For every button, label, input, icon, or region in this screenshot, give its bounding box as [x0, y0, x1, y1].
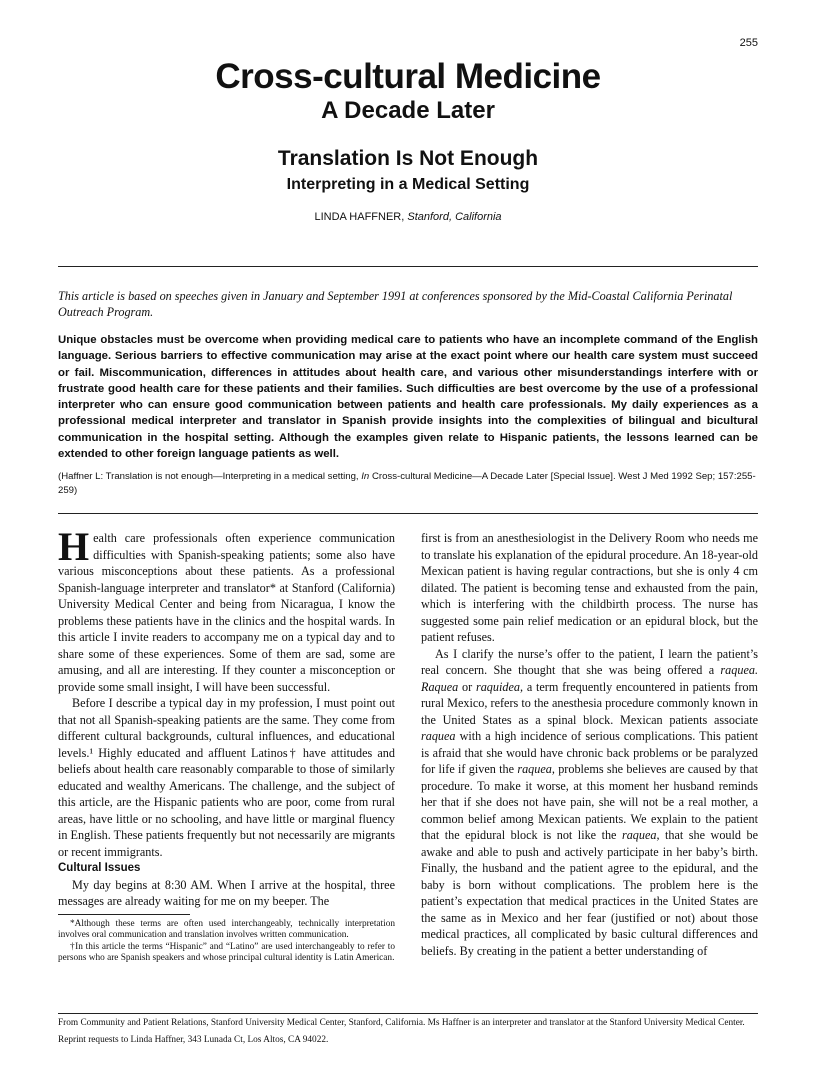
term-raquidea: raquidea,	[475, 679, 524, 694]
term-raquea-5: raquea,	[621, 828, 660, 842]
citation-part-1: (Haffner L: Translation is not enough—Interpreting in a medical setting,	[58, 471, 362, 482]
p5-text-c: with a high incidence of serious complications. This patient is afraid that she would have chronic back problems or be paralyzed for life if given the	[421, 729, 758, 776]
p5-text-e: that she would be awake and able to push and actively participate in her baby’s birth. Finally, the husband and the patient agree to the epidural, and the baby is born without complications. The problem here is the patient’s expectation that medical practices in the United States are the same as in Mexico and her fear (justified or not) about those medical practices, all complicated by basic cultural differences and beliefs. By creating in the patient a better understanding of	[421, 828, 758, 958]
term-raquea-3: raquea	[421, 729, 456, 743]
paragraph-3: My day begins at 8:30 AM. When I arrive at the hospital, three messages are already waiting for me on my beeper. The	[58, 877, 395, 908]
term-raquea: raquea.	[720, 663, 758, 677]
abstract-rule	[58, 513, 758, 514]
article-title: Translation Is Not Enough	[277, 147, 539, 170]
series-title: Cross-cultural Medicine	[215, 57, 601, 96]
paragraph-4: first is from an anesthesiologist in the Delivery Room who needs me to translate his explanation of the epidural procedure. An 18-year-old Mexican patient is having regular contractions, but she is only 4 cm dilated. The patient is becoming tense and exhausted from the pain, which is interfering with the childbirth process. The nurse has suggested some pain relief medication or an epidural block, but the patient refuses.	[421, 531, 758, 644]
footnote-2: †In this article the terms “Hispanic” and “Latino” are used interchangeably to refer to persons who are Spanish speakers and whose principal cultural identity is Latin American.	[58, 942, 395, 963]
footer	[58, 1018, 758, 1051]
left-column	[58, 524, 395, 910]
header-rule	[58, 266, 758, 267]
author-line	[0, 210, 816, 224]
abstract: Unique obstacles must be overcome when providing medical care to patients who have an incomplete command of the English language. Serious barriers to effective communication may arise at the exact point where our health care system must succeed or fail. Miscommunication, differences in attitudes about health care, and various other misunderstandings interfere with or frustrate good health care for these patients and their families. Such difficulties are best overcome by the use of a professional interpreter who can ensure good communication between patients and health care professionals. My daily experiences as a professional medical interpreter and translator in Spanish provide insights into the complexities of bilingual and bicultural communication in the hospital setting. Although the examples given relate to Hispanic patients, the lessons learned can be extended to other foreign language patients as well.	[58, 334, 758, 461]
author-location: Stanford, California	[407, 211, 502, 223]
paragraph-1	[58, 524, 395, 695]
section-heading: Cultural Issues	[58, 862, 141, 874]
drop-cap: H	[58, 524, 90, 569]
page-number: 255	[739, 37, 758, 49]
citation	[58, 470, 758, 497]
p5-text-b: a term frequently encountered in patients from rural Mexico, refers to the anesthesia procedure commonly known in the United States as a spinal block. Mexican patients associate	[421, 679, 758, 727]
term-raquea-4: raquea,	[517, 762, 555, 776]
article-subtitle: Interpreting in a Medical Setting	[286, 176, 530, 193]
p5-or: or	[458, 679, 476, 694]
footnote-rule	[58, 914, 190, 915]
paragraph-5	[421, 646, 758, 960]
author-name: LINDA HAFFNER,	[314, 211, 405, 223]
paragraph-2: Before I describe a typical day in my profession, I must point out that not all Spanish-speaking patients are the same. They come from different cultural backgrounds, cultural influences, and educational levels.¹ Highly educated and affluent Latinos† have attitudes and beliefs about health care reasonably comparable to those of similarly educated and wealthy Americans. The challenge, and the subject of this article, are the Hispanic patients who are poor, come from rural areas, have little or no schooling, and have little or marginal fluency in English. These patients frequently but not necessarily are migrants or recent immigrants.	[58, 696, 395, 859]
affiliation: From Community and Patient Relations, Stanford University Medical Center, Stanford, California. Ms Haffner is an interpreter and translator at the Stanford University Medical Center.	[58, 1018, 745, 1028]
p5-text-a: As I clarify the nurse’s offer to the patient, I learn the patient’s real concern. She thought that she was being offered a	[421, 646, 758, 677]
term-raquea-2: Raquea	[421, 679, 459, 694]
p5-text-d: problems she believes are caused by that procedure. To make it worse, at this moment her husband reminds her that if she does not have pain, she will not be a real mother, a common belief among Mexican patients. We explain to the patient that the epidural block is not like the	[421, 762, 758, 842]
citation-in: In	[361, 471, 370, 482]
footnote-1: *Although these terms are often used interchangeably, technically interpretation involves oral communication and translation involves written communication.	[58, 919, 395, 940]
paragraph-1-text: ealth care professionals often experience communication difficulties with Spanish-speaking patients; some also have various misconceptions about these patients. As a professional Spanish-language interpreter and translator* at Stanford (California) University Medical Center and being from Nicaragua, I know the problems these patients have in the clinics and the hospital wards. In this article I invite readers to accompany me on a typical day and to share some of these experiences. Some of them are sad, some are amusing, and all are interesting. If they counter a misconception or provide some small insight, I will have been successful.	[58, 531, 395, 694]
reprint-requests: Reprint requests to Linda Haffner, 343 Lunada Ct, Los Altos, CA 94022.	[58, 1034, 329, 1045]
right-column	[421, 530, 758, 959]
series-subtitle: A Decade Later	[321, 97, 495, 124]
intro-note: This article is based on speeches given in January and September 1991 at conferences sponsored by the Mid-Coastal California Perinatal Outreach Program.	[58, 289, 733, 319]
citation-part-2: Cross-cultural Medicine—A Decade Later [Special Issue]. West J Med 1992 Sep; 157:255-259)	[58, 471, 756, 496]
footnotes	[58, 919, 395, 965]
footer-rule	[58, 1013, 758, 1014]
